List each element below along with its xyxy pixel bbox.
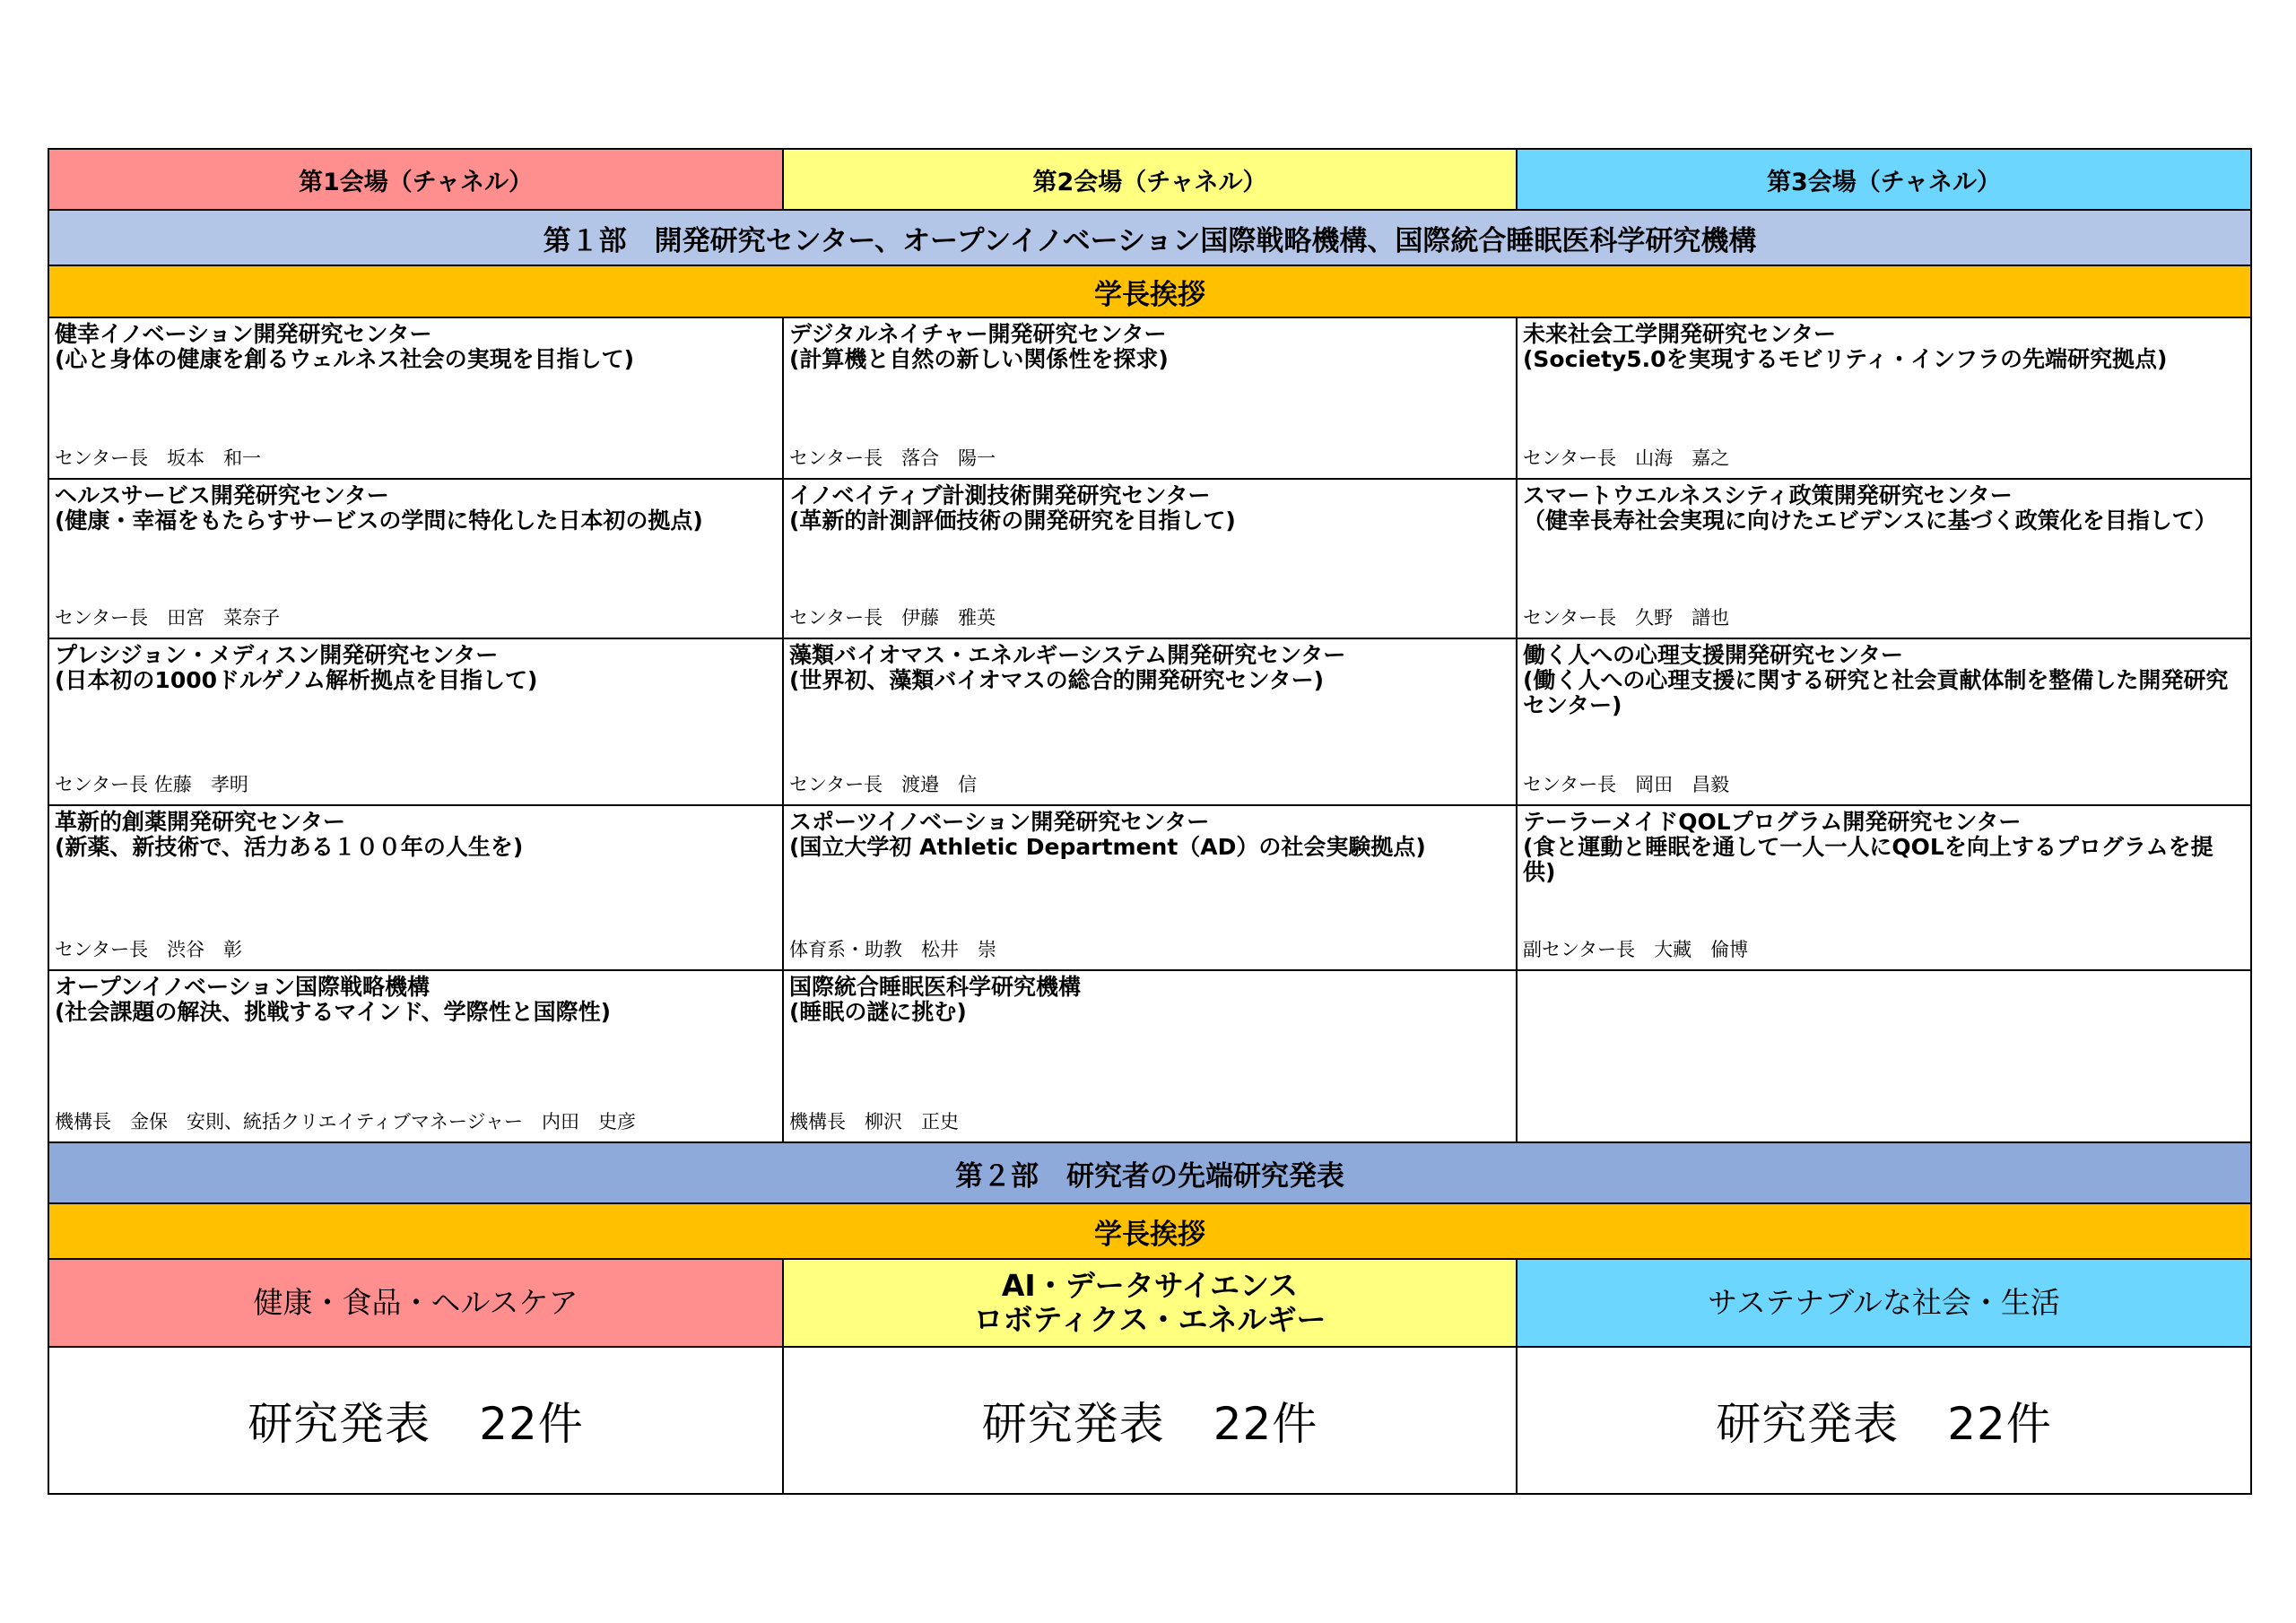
center-row <box>48 479 2251 638</box>
channel-1-header: 第1会場（チャネル） <box>48 149 783 210</box>
presentation-row <box>48 1347 2251 1494</box>
center-director: センター長 田宮 菜奈子 <box>55 607 281 629</box>
presentation-count-1 <box>48 1347 783 1494</box>
center-cell <box>1517 805 2251 970</box>
channel-3-header: 第3会場（チャネル） <box>1517 149 2251 210</box>
center-director: センター長 落合 陽一 <box>789 447 996 469</box>
center-row <box>48 805 2251 970</box>
center-name: テーラーメイドQOLプログラム開発研究センター <box>1523 809 2022 835</box>
presentation-count: 22件 <box>1213 1398 1318 1450</box>
part1-greeting: 学長挨拶 <box>48 265 2251 317</box>
center-director: 体育系・助教 松井 崇 <box>789 939 996 960</box>
center-cell <box>48 970 783 1142</box>
center-cell <box>48 317 783 479</box>
presentation-count-2 <box>783 1347 1517 1494</box>
center-name: イノベイティブ計測技術開発研究センター <box>789 482 1211 508</box>
presentation-label: 研究発表 <box>248 1398 431 1450</box>
center-cell <box>1517 317 2251 479</box>
center-cell <box>48 479 783 638</box>
center-subtitle: (睡眠の謎に挑む) <box>789 999 967 1025</box>
center-name: デジタルネイチャー開発研究センター <box>789 321 1167 347</box>
center-cell <box>783 638 1517 805</box>
center-subtitle: (革新的計測評価技術の開発研究を目指して) <box>789 508 1236 534</box>
center-subtitle: (計算機と自然の新しい関係性を探求) <box>789 346 1169 372</box>
center-cell <box>783 479 1517 638</box>
presentation-label: 研究発表 <box>981 1398 1165 1450</box>
presentation-count: 22件 <box>479 1398 584 1450</box>
center-cell <box>48 805 783 970</box>
theme-row <box>48 1259 2251 1347</box>
center-name: スポーツイノベーション開発研究センター <box>789 809 1210 835</box>
center-name: オープンイノベーション国際戦略機構 <box>55 974 430 1000</box>
center-subtitle: (食と運動と睡眠を通して一人一人にQOLを向上するプログラムを提供) <box>1523 834 2213 885</box>
part2-greeting: 学長挨拶 <box>48 1203 2251 1259</box>
center-name: 藻類バイオマス・エネルギーシステム開発研究センター <box>789 642 1346 668</box>
center-cell <box>783 970 1517 1142</box>
center-director: センター長 渋谷 彰 <box>55 939 243 960</box>
schedule-table <box>48 148 2252 1495</box>
center-name: 健幸イノベーション開発研究センター <box>55 321 432 347</box>
center-cell <box>48 638 783 805</box>
center-row <box>48 317 2251 479</box>
center-director: センター長 渡邉 信 <box>789 774 978 795</box>
center-director: 副センター長 大藏 倫博 <box>1523 939 1749 960</box>
center-subtitle: (新薬、新技術で、活力ある１００年の人生を) <box>55 834 524 860</box>
center-subtitle: (働く人への心理支援に関する研究と社会貢献体制を整備した開発研究センター) <box>1523 667 2229 718</box>
center-director: センター長 坂本 和一 <box>55 447 262 469</box>
center-cell <box>783 317 1517 479</box>
theme-line: AI・データサイエンス <box>1001 1268 1299 1303</box>
center-subtitle: (Society5.0を実現するモビリティ・インフラの先端研究拠点) <box>1523 346 2168 372</box>
part1-title: 第１部 開発研究センター、オープンイノベーション国際戦略機構、国際統合睡眠医科学研究機構 <box>48 210 2251 265</box>
center-row <box>48 970 2251 1142</box>
theme-sustainable <box>1517 1259 2251 1347</box>
presentation-count-3 <box>1517 1347 2251 1494</box>
center-subtitle: (心と身体の健康を創るウェルネス社会の実現を目指して) <box>55 346 635 372</box>
center-subtitle: （健幸長寿社会実現に向けたエビデンスに基づく政策化を目指して） <box>1523 508 2217 534</box>
center-name: 働く人への心理支援開発研究センター <box>1523 642 1904 668</box>
center-name: 国際統合睡眠医科学研究機構 <box>789 974 1082 1000</box>
center-cell <box>783 805 1517 970</box>
center-director: センター長 岡田 昌毅 <box>1523 774 1730 795</box>
center-subtitle: (日本初の1000ドルゲノム解析拠点を目指して) <box>55 667 538 693</box>
part2-title: 第２部 研究者の先端研究発表 <box>48 1142 2251 1203</box>
theme-line: サステナブルな社会・生活 <box>1708 1285 2060 1320</box>
center-name: ヘルスサービス開発研究センター <box>55 482 389 508</box>
presentation-label: 研究発表 <box>1716 1398 1900 1450</box>
center-director: センター長 伊藤 雅英 <box>789 607 996 629</box>
presentation-count: 22件 <box>1947 1398 2052 1450</box>
center-director: 機構長 柳沢 正史 <box>789 1111 959 1133</box>
center-subtitle: (健康・幸福をもたらすサービスの学問に特化した日本初の拠点) <box>55 508 703 534</box>
channel-2-header: 第2会場（チャネル） <box>783 149 1517 210</box>
center-subtitle: (社会課題の解決、挑戦するマインド、学際性と国際性) <box>55 999 612 1025</box>
center-cell <box>1517 638 2251 805</box>
center-director: センター長 佐藤 孝明 <box>55 774 248 795</box>
theme-health <box>48 1259 783 1347</box>
center-director: 機構長 金保 安則、統括クリエイティブマネージャー 内田 史彦 <box>55 1111 637 1133</box>
center-name: 革新的創薬開発研究センター <box>55 809 346 835</box>
theme-ai <box>783 1259 1517 1347</box>
center-name: スマートウエルネスシティ政策開発研究センター <box>1523 482 2013 508</box>
theme-line: 健康・食品・ヘルスケア <box>253 1285 578 1320</box>
theme-line: ロボティクス・エネルギー <box>973 1302 1326 1337</box>
center-name: プレシジョン・メディスン開発研究センター <box>55 642 499 668</box>
center-director: センター長 山海 嘉之 <box>1523 447 1730 469</box>
center-subtitle: (世界初、藻類バイオマスの総合的開発研究センター) <box>789 667 1325 693</box>
center-name: 未来社会工学開発研究センター <box>1523 321 1837 347</box>
center-cell <box>1517 479 2251 638</box>
center-subtitle: (国立大学初 Athletic Department（AD）の社会実験拠点) <box>789 834 1426 860</box>
center-director: センター長 久野 譜也 <box>1523 607 1730 629</box>
empty-cell <box>1517 970 2251 1142</box>
channel-header-row <box>48 149 2251 210</box>
center-row <box>48 638 2251 805</box>
